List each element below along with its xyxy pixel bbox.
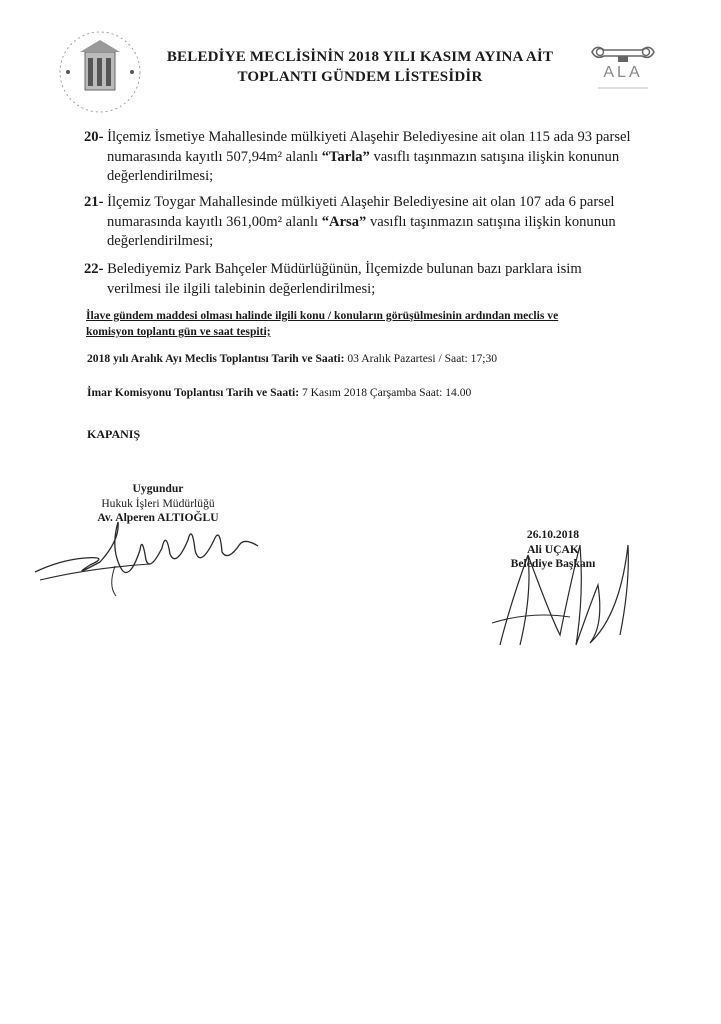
agenda-item-21: [84, 193, 644, 252]
item-number: 21-: [84, 194, 104, 210]
mayor-title: Belediye Başkanı: [510, 557, 596, 570]
council-meeting-label: 2018 yılı Aralık Ayı Meclis Toplantısı Tarih ve Saati:: [87, 352, 345, 365]
zoning-commission-label: İmar Komisyonu Toplantısı Tarih ve Saati:: [87, 386, 300, 399]
item-line-2-bold: “Tarla”: [321, 148, 370, 165]
signature-date: 26.10.2018: [526, 528, 580, 541]
legal-affairs-signature: [30, 510, 270, 600]
item-line-2: verilmesi ile ilgili talebinin değerlendirilmesi;: [107, 280, 376, 297]
municipality-seal-logo: [50, 22, 150, 122]
agenda-item-22: [84, 260, 644, 299]
mayor-name: Ali UÇAK: [527, 542, 579, 556]
item-number: 22-: [84, 261, 104, 277]
item-line-1: Belediyemiz Park Bahçeler Müdürlüğünün, İlçemizde bulunan bazı parklara isim: [107, 261, 582, 277]
council-meeting-date: [87, 351, 497, 366]
additional-agenda-note: [86, 308, 631, 340]
ilave-line-2: komisyon toplantı gün ve saat tespiti;: [86, 325, 271, 338]
ala-logo-text: ALA: [603, 64, 643, 81]
zoning-commission-date: [87, 385, 471, 400]
item-line-2-pre: numarasında kayıtlı 361,00m² alanlı: [107, 213, 322, 230]
ilave-line-1: İlave gündem maddesi olması halinde ilgili konu / konuların görüşülmesinin ardından meclis ve: [86, 309, 559, 322]
item-line-2-post: vasıflı taşınmazın satışına ilişkin konunun: [366, 213, 616, 230]
department-name: Hukuk İşleri Müdürlüğü: [101, 496, 215, 510]
document-title: [150, 47, 570, 87]
item-line-1: İlçemiz İsmetiye Mahallesinde mülkiyeti Alaşehir Belediyesine ait olan 115 ada 93 parsel: [107, 129, 631, 145]
signatory-name: Av. Alperen ALTIOĞLU: [97, 511, 219, 524]
item-line-1: İlçemiz Toygar Mahallesinde mülkiyeti Alaşehir Belediyesine ait olan 107 ada 6 parsel: [107, 194, 615, 210]
agenda-item-20: [84, 128, 644, 187]
item-line-3: değerlendirilmesi;: [107, 233, 214, 249]
item-line-2-post: vasıflı taşınmazın satışına ilişkin konunun: [369, 148, 620, 165]
approval-label: Uygundur: [132, 482, 184, 495]
zoning-commission-value: 7 Kasım 2018 Çarşamba Saat: 14.00: [299, 386, 472, 399]
council-meeting-value: 03 Aralık Pazartesi / Saat: 17;30: [344, 352, 498, 365]
item-line-2-bold: “Arsa”: [321, 213, 367, 230]
item-number: 20-: [84, 129, 104, 145]
item-line-3: değerlendirilmesi;: [107, 168, 214, 184]
mayor-signature: [480, 525, 640, 655]
item-line-2-pre: numarasında kayıtlı 507,94m² alanlı: [107, 148, 322, 165]
title-line-2: TOPLANTI GÜNDEM LİSTESİDİR: [237, 69, 483, 85]
title-line-1: BELEDİYE MECLİSİNİN 2018 YILI KASIM AYINA AİT: [166, 49, 554, 65]
closing-heading: KAPANIŞ: [87, 427, 141, 441]
